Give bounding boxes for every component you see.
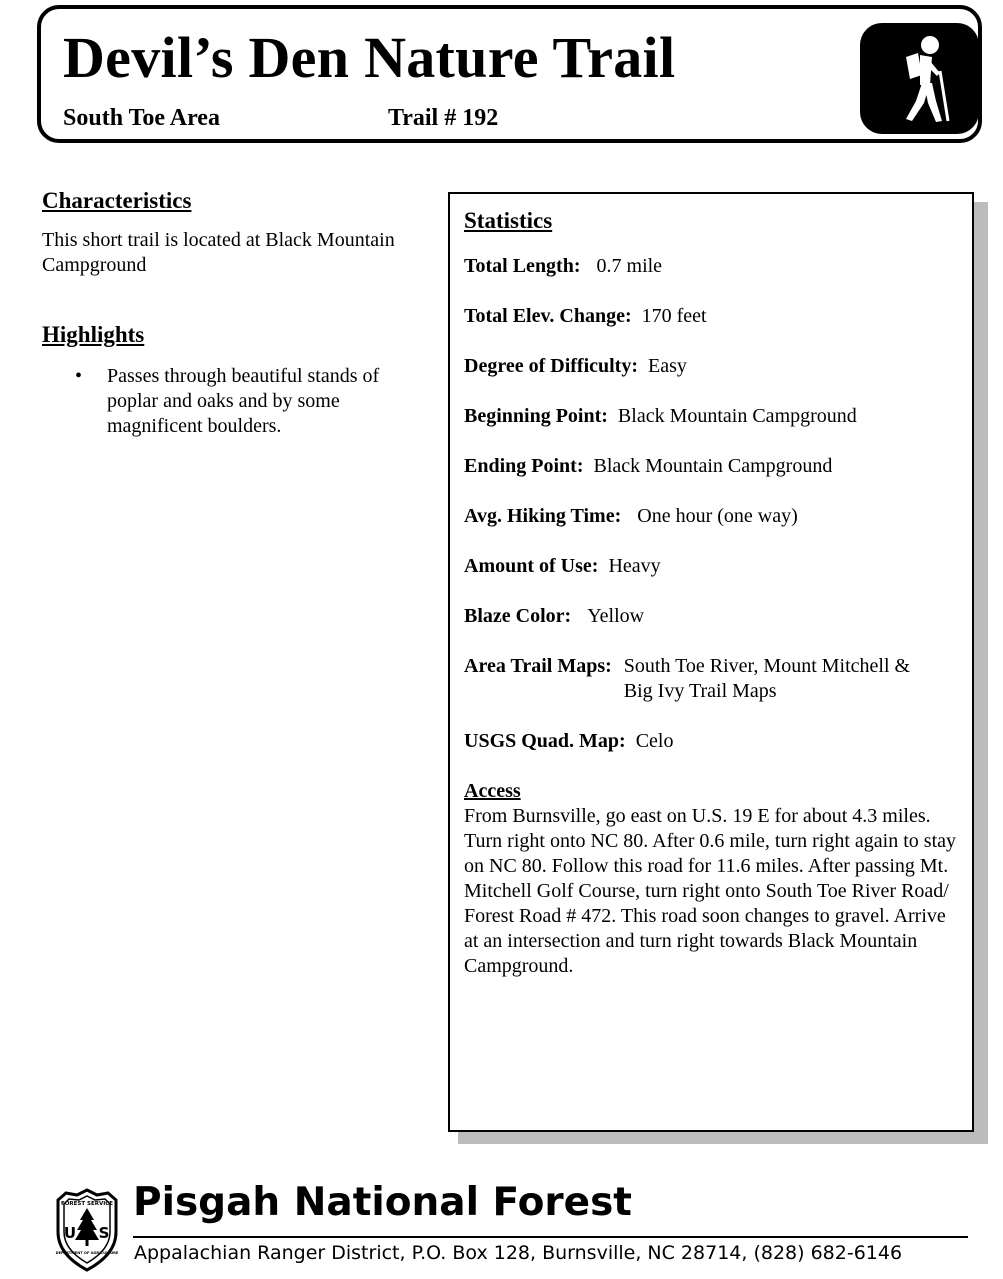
stat-value: One hour (one way) <box>637 505 798 527</box>
trail-header <box>37 5 982 143</box>
stat-label: Area Trail Maps: <box>464 655 612 677</box>
stat-label: Degree of Difficulty: <box>464 355 639 377</box>
stat-label: Total Elev. Change: <box>464 305 632 327</box>
shield-letter-s: S <box>98 1224 110 1242</box>
shield-letter-u: U <box>63 1224 77 1242</box>
stat-value: 170 feet <box>641 305 707 327</box>
forest-name: Pisgah National Forest <box>133 1180 632 1225</box>
statistics-heading: Statistics <box>464 208 553 233</box>
stat-value: South Toe River, Mount Mitchell & Big Ivy Trail Maps <box>623 655 911 702</box>
bullet-icon: • <box>75 365 83 387</box>
footer-divider <box>133 1236 968 1238</box>
stat-value: Heavy <box>608 555 661 577</box>
left-column <box>42 188 422 439</box>
stat-label: USGS Quad. Map: <box>464 730 626 752</box>
ranger-district-address: Appalachian Ranger District, P.O. Box 128, Burnsville, NC 28714, (828) 682-6146 <box>134 1242 903 1264</box>
stat-row-amount-of-use <box>464 554 964 579</box>
highlights-heading: Highlights <box>42 322 145 347</box>
stat-row-blaze-color <box>464 604 964 629</box>
stat-value: Celo <box>635 730 674 752</box>
shield-top-text: FOREST SERVICE <box>60 1201 114 1207</box>
highlight-text: Passes through beautiful stands of poplar and oaks and by some magnificent boulders. <box>107 365 380 437</box>
stat-label: Ending Point: <box>464 455 584 477</box>
stat-row-area-trail-maps <box>464 654 964 704</box>
stat-row-usgs-quad-map <box>464 729 964 754</box>
trail-area: South Toe Area <box>63 105 220 131</box>
stat-value: Easy <box>648 355 687 377</box>
stat-row-hiking-time <box>464 504 964 529</box>
stat-row-ending-point <box>464 454 964 479</box>
access-heading: Access <box>464 780 521 802</box>
stat-label: Amount of Use: <box>464 555 599 577</box>
trail-number: Trail # 192 <box>388 105 499 131</box>
stat-label: Beginning Point: <box>464 405 608 427</box>
highlights-list <box>42 364 422 439</box>
forest-service-shield-icon <box>50 1188 124 1272</box>
characteristics-text: This short trail is located at Black Mountain Campground <box>42 229 395 276</box>
stat-value: 0.7 mile <box>596 255 663 277</box>
stat-row-difficulty <box>464 354 964 379</box>
stat-row-total-length <box>464 254 964 279</box>
stat-row-elevation <box>464 304 964 329</box>
stat-row-beginning-point <box>464 404 964 429</box>
stat-label: Avg. Hiking Time: <box>464 505 622 527</box>
access-text: From Burnsville, go east on U.S. 19 E for about 4.3 miles. Turn right onto NC 80. After 0.6 mile, turn right again to stay on NC 80. Follow this road for 11.6 miles. After passing Mt. Mitchell Golf Course, turn right onto South Toe River Road/ Forest Road # 472. This road soon changes to gravel. Arrive at an intersection and turn right towards Black Mountain Campground. <box>464 805 957 977</box>
trail-title: Devil’s Den Nature Trail <box>63 25 676 90</box>
characteristics-heading: Characteristics <box>42 188 192 213</box>
list-item <box>42 364 422 439</box>
shield-bottom-text: DEPARTMENT OF AGRICULTURE <box>55 1251 119 1255</box>
stat-value: Black Mountain Campground <box>593 455 833 477</box>
stat-value: Black Mountain Campground <box>617 405 857 427</box>
stat-label: Blaze Color: <box>464 605 572 627</box>
stat-label: Total Length: <box>464 255 581 277</box>
stat-value: Yellow <box>587 605 645 627</box>
hiker-icon <box>860 23 979 134</box>
statistics-panel <box>448 192 974 1132</box>
